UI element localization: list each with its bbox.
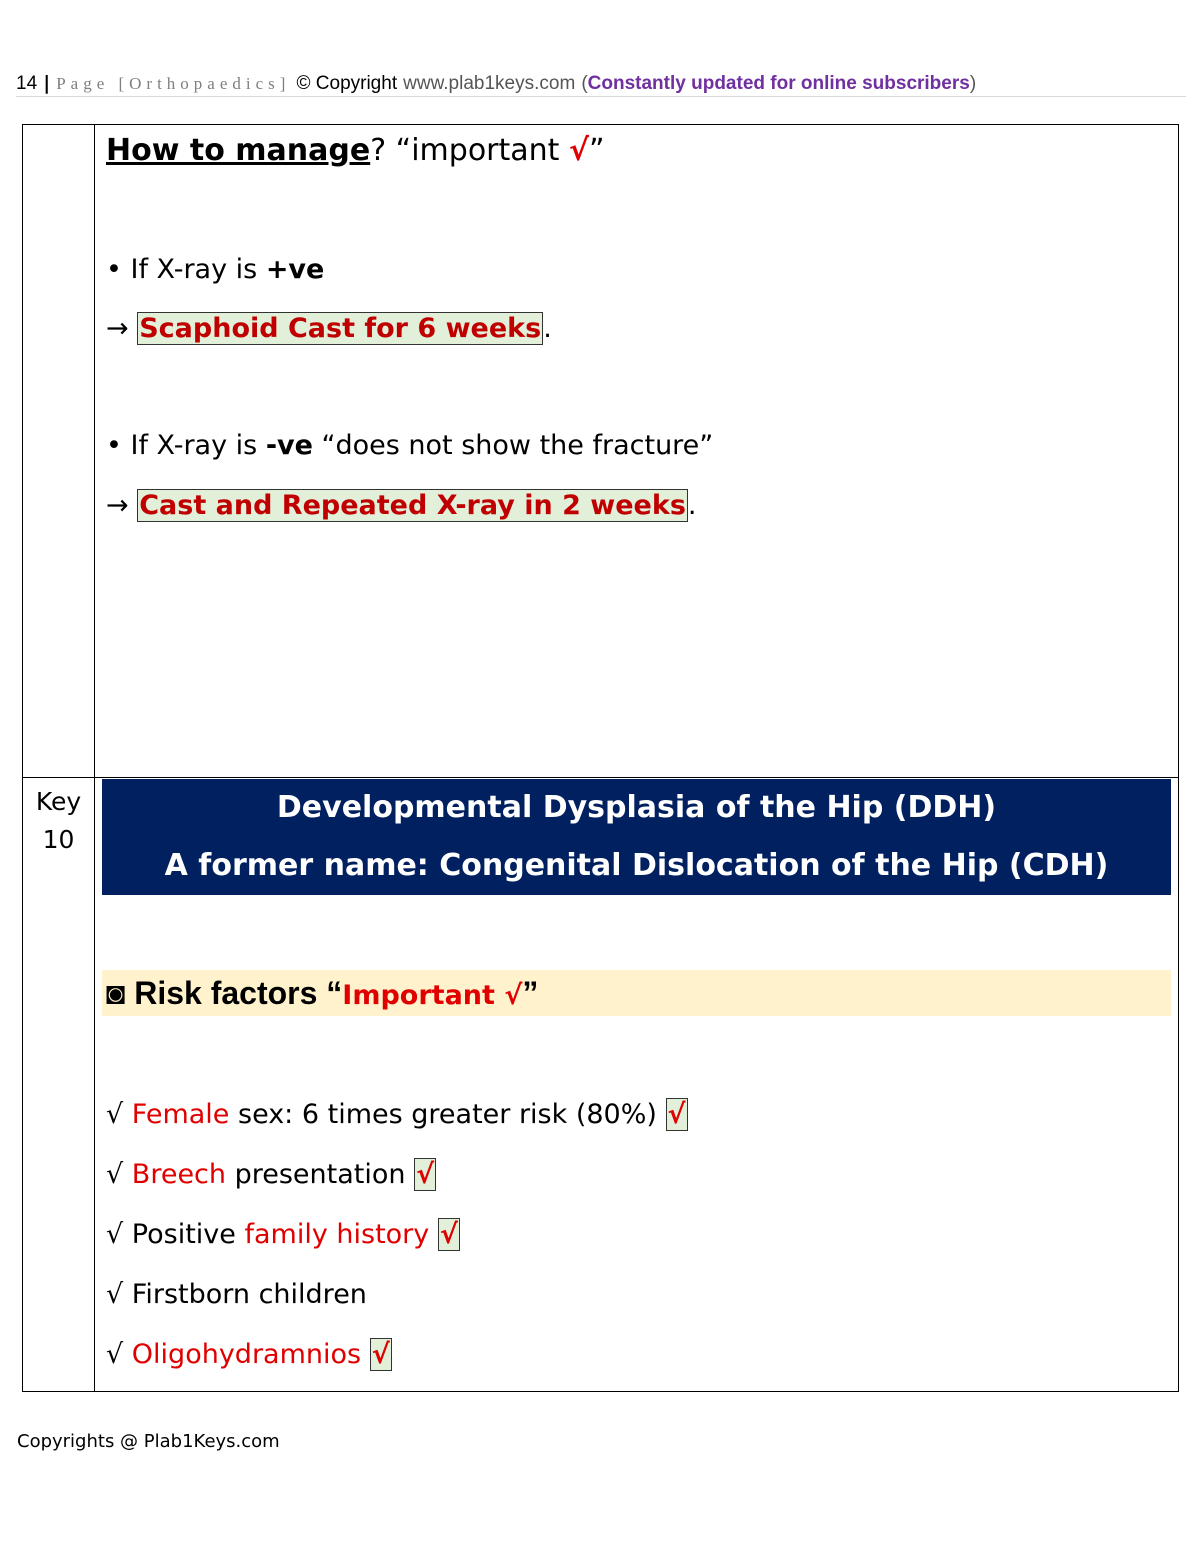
copyright-label: © Copyright: [296, 73, 398, 94]
key-label: [23, 783, 94, 859]
risk-item-highlight: Female: [131, 1099, 230, 1130]
check-box: √: [371, 1339, 390, 1370]
page-footer: Copyrights @ Plab1Keys.com: [17, 1431, 280, 1452]
period: .: [687, 490, 697, 521]
header-separator: |: [43, 72, 51, 94]
update-note: Constantly updated for online subscribers: [587, 73, 970, 94]
check-box: √: [667, 1099, 686, 1130]
neg-value: -ve: [265, 430, 313, 461]
risk-item: [106, 1337, 392, 1373]
column-divider: [94, 125, 95, 1391]
risk-item: [106, 1157, 436, 1193]
arrow: →: [106, 313, 138, 344]
xray-negative-line: [106, 428, 713, 464]
risk-bullet: ◙: [106, 975, 135, 1011]
risk-item-text: [429, 1219, 438, 1250]
risk-item-text: sex: 6 times greater risk (80%): [229, 1099, 666, 1130]
risk-item-highlight: family history: [244, 1219, 430, 1250]
neg-suffix: “does not show the fracture”: [312, 430, 714, 461]
check-mark: √: [568, 133, 589, 168]
risk-item-prefix: √ Firstborn children: [106, 1279, 367, 1310]
risk-item-prefix: √ Positive: [106, 1219, 245, 1250]
risk-important: Important √: [342, 980, 523, 1011]
ddh-title: Developmental Dysplasia of the Hip (DDH): [276, 790, 997, 825]
important-open: “important: [395, 133, 569, 168]
period: .: [543, 313, 552, 344]
xray-positive-line: [106, 252, 324, 288]
paren-open: (: [581, 73, 588, 94]
risk-item-highlight: Oligohydramnios: [131, 1339, 362, 1370]
neg-prefix: • If X-ray is: [106, 430, 266, 461]
row-divider: [23, 777, 1178, 778]
risk-item-prefix: √: [106, 1159, 132, 1190]
ddh-subtitle: A former name: Congenital Dislocation of the Hip (CDH): [164, 848, 1109, 883]
key-word: Key: [35, 787, 82, 816]
risk-item-prefix: √: [106, 1339, 132, 1370]
paren-close: ): [969, 73, 977, 94]
xray-negative-action: [106, 488, 696, 524]
check-box: √: [439, 1219, 458, 1250]
manage-heading: [106, 133, 605, 169]
pos-prefix: • If X-ray is: [106, 254, 266, 285]
repeat-xray-box: Cast and Repeated X-ray in 2 weeks: [139, 490, 686, 521]
risk-heading-text: Risk factors: [134, 975, 327, 1011]
risk-item: [106, 1217, 460, 1253]
key-number: 10: [42, 825, 75, 854]
risk-item: [106, 1277, 367, 1313]
page-section-label: Page [Orthopaedics]: [56, 74, 291, 93]
content-table: [22, 124, 1179, 1392]
risk-quote-open: “: [326, 975, 343, 1011]
risk-factors-heading: [106, 975, 538, 1014]
website-link[interactable]: www.plab1keys.com: [403, 73, 576, 94]
arrow: →: [106, 490, 138, 521]
xray-positive-action: [106, 311, 552, 347]
risk-item-highlight: Breech: [131, 1159, 227, 1190]
ddh-title-banner: [102, 779, 1171, 895]
risk-item-text: presentation: [226, 1159, 415, 1190]
scaphoid-cast-box: Scaphoid Cast for 6 weeks: [139, 313, 542, 344]
important-close: ”: [588, 133, 605, 168]
manage-heading-question: ?: [370, 133, 396, 168]
risk-quote-close: ”: [522, 975, 539, 1011]
page-header: [16, 70, 1186, 97]
page-number: 14: [16, 73, 38, 94]
pos-value: +ve: [265, 254, 325, 285]
risk-item-prefix: √: [106, 1099, 132, 1130]
manage-heading-text: How to manage: [106, 133, 371, 168]
check-box: √: [416, 1159, 435, 1190]
risk-item: [106, 1097, 688, 1133]
risk-item-text: [361, 1339, 370, 1370]
